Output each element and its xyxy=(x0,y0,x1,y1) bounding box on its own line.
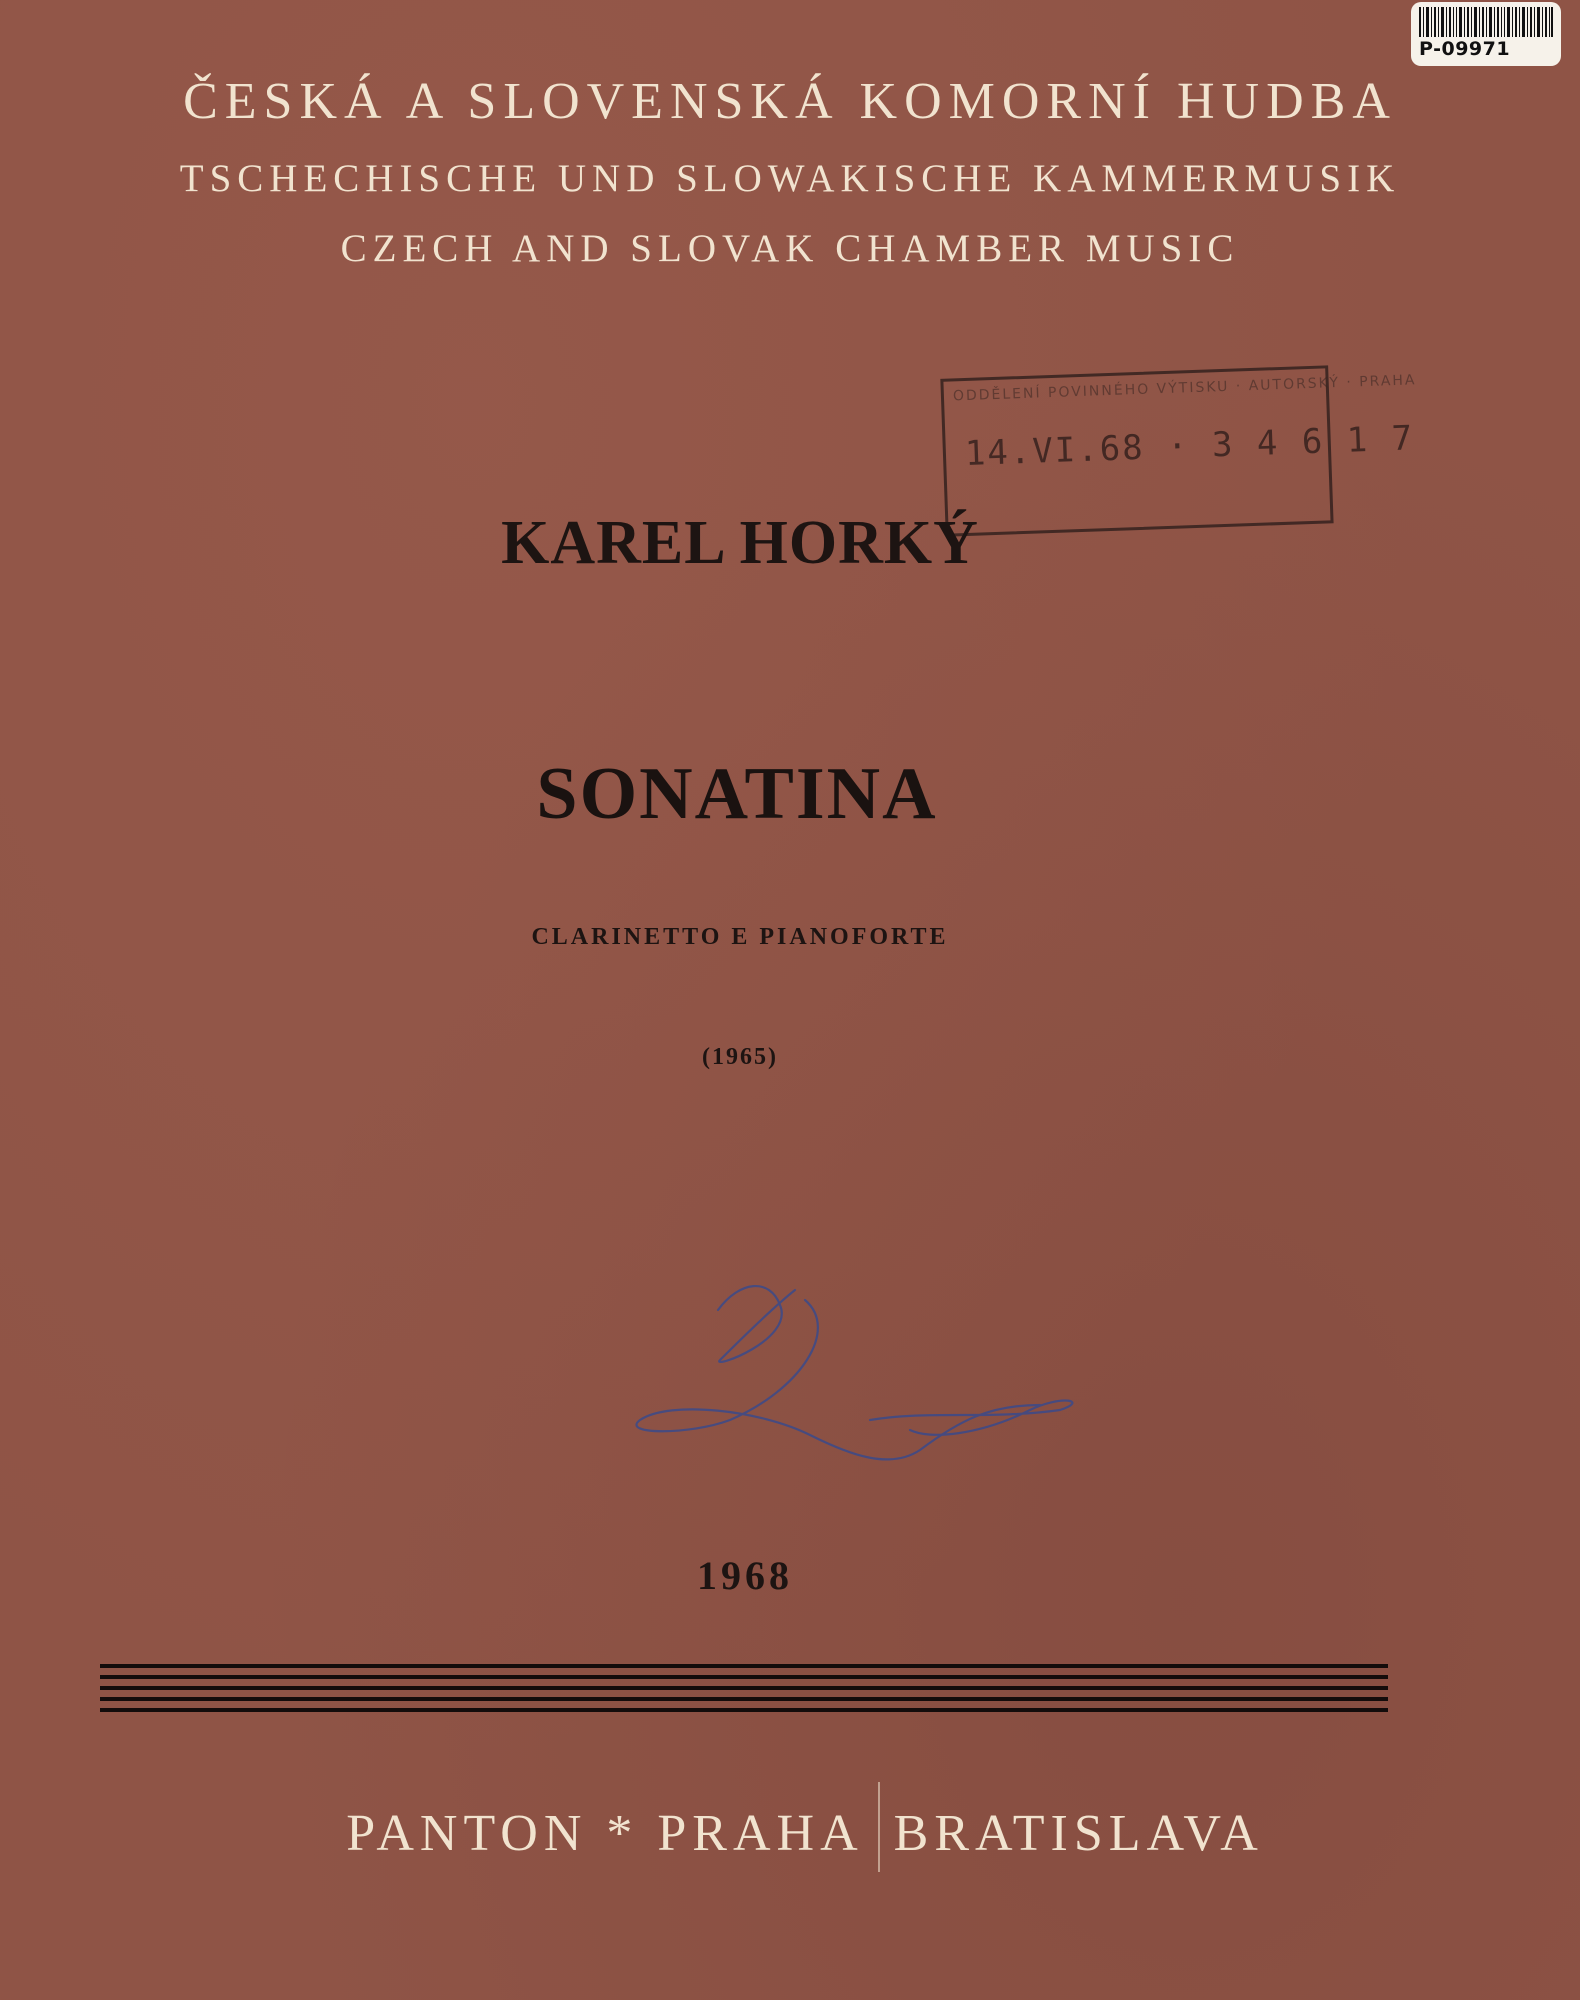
composition-year: (1965) xyxy=(702,1044,778,1070)
work-title: SONATINA xyxy=(536,753,938,835)
staff-line xyxy=(100,1708,1388,1712)
barcode-label xyxy=(1411,2,1561,66)
staff-line xyxy=(100,1686,1388,1690)
publication-year: 1968 xyxy=(697,1553,793,1598)
publisher-imprint xyxy=(0,1782,1580,1872)
barcode-number: P-09971 xyxy=(1419,38,1511,60)
series-title-german: TSCHECHISCHE UND SLOWAKISCHE KAMMERMUSIK xyxy=(179,157,1401,200)
composer-name: KAREL HORKÝ xyxy=(501,509,979,577)
publisher-city-bratislava: BRATISLAVA xyxy=(893,1805,1264,1862)
imprint-divider xyxy=(878,1782,880,1872)
series-title-english: CZECH AND SLOVAK CHAMBER MUSIC xyxy=(340,227,1240,270)
barcode-icon xyxy=(1419,7,1553,37)
instrumentation: CLARINETTO E PIANOFORTE xyxy=(531,924,949,950)
handwritten-signature-icon xyxy=(630,1270,1090,1510)
staff-line xyxy=(100,1664,1388,1668)
publisher-name: PANTON xyxy=(346,1805,588,1862)
publisher-city-praha: PRAHA xyxy=(657,1805,864,1862)
staff-line xyxy=(100,1675,1388,1679)
stamp-header-text: ODDĚLENÍ POVINNÉHO VÝTISKU · AUTORSKÝ · PRAHA xyxy=(952,372,1417,405)
stamp-date-number: 14.VI.68 · 3 4 6 1 7 xyxy=(964,418,1415,475)
staff-line xyxy=(100,1697,1388,1701)
publisher-separator: * xyxy=(606,1805,639,1862)
series-title-czech: ČESKÁ A SLOVENSKÁ KOMORNÍ HUDBA xyxy=(183,73,1397,130)
decorative-staff-lines xyxy=(100,1664,1388,1714)
